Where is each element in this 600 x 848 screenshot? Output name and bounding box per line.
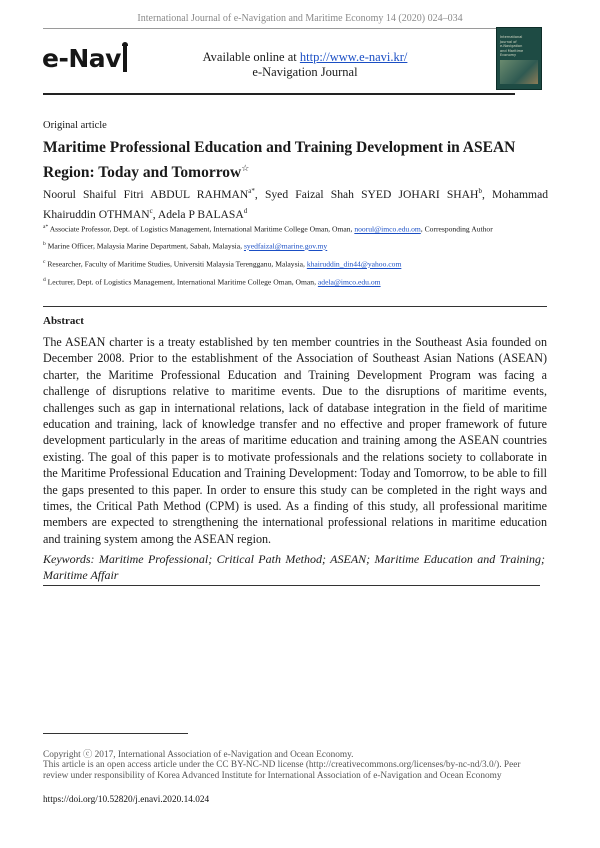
author-sup: c [149, 206, 153, 215]
author-name: Noorul Shaiful Fitri ABDUL RAHMAN [43, 187, 249, 201]
email-link[interactable]: adela@imco.edu.om [317, 277, 381, 287]
author-list: Noorul Shaiful Fitri ABDUL $RAHMAN^{a*}$, Syed Faizal Shah SYED JOHARI SHAH$^b$, Mohammad Khairuddin OTHMAN$^c$, Adela P BALASA$^d$ [43, 187, 549, 221]
article-title [43, 137, 553, 183]
availability-note [180, 50, 430, 80]
affiliation-item: $^c$ Researcher, Faculty of Maritime Studies, Universiti Malaysia Terengganu, Malaysia, khairuddin_din44@yahoo.com [43, 259, 402, 269]
author-sup: a* [248, 187, 255, 195]
running-header: International Journal of e-Navigation and Maritime Economy 14 (2020) 024–034 [137, 13, 463, 24]
cover-title: International Journal of e-Navigation and Maritime Economy [500, 35, 524, 57]
abstract-body: The ASEAN charter is a treaty established by ten member countries in the Southeast Asia founded on December 2008. Prior to the establishment of the Association of Southeast Asian Nations (ASEAN) charter, the Maritime Professional Education and Training Development Program was facing a challenge of disruptions relative to maritime events. Due to the disruptions of maritime events, challenges such as gap in international relations, lack of database integration in the field of maritime education and training, lack of knowledge transfer and no effective and proper framework of future development particularly in the areas of maritime education and training among the ASEAN countries existing. The goal of this paper is to motivate professionals and the relations society to collaborate in the Maritime Professional Education and Training Development: Today and Tomorrow, to be able to fill the gaps presented to this paper. In order to ensure this study can be completed in the right ways and times, the Critical Path Method (CPM) is used. As a finding of this study, all professional maritime members are expected to strengthening the international professional relations in maritime education and training system among the ASEAN region. [43, 335, 547, 546]
journal-cover-thumbnail [496, 27, 542, 90]
affiliation-item: $^{a*}$ Associate Professor, Dept. of Logistics Management, International Maritime College Oman, Oman, noorul@imco.edu.om, Corresponding Author [43, 224, 493, 234]
logo-pillar-icon [123, 46, 127, 72]
author-sup: d [243, 206, 248, 215]
keywords-divider [43, 585, 540, 586]
keywords: Keywords: Maritime Professional; Critical Path Method; ASEAN; Maritime Education and Training; Maritime Affair [43, 552, 545, 583]
doi-link[interactable]: https://doi.org/10.52820/j.enavi.2020.14.024 [43, 795, 210, 805]
article-title-text: Maritime Professional Education and Training Development in ASEAN Region: Today and Tomorrow [43, 139, 516, 182]
journal-logo [42, 44, 127, 73]
license-notice: This article is an open access article under the CC BY-NC-ND license (http://creativecommons.org/licenses/by-nc-nd/3.0/). Peer review under responsibility of Korea Advanced Institute for International Association of e-Navigation and Ocean Economy [43, 760, 521, 781]
header-divider-top [43, 28, 515, 29]
author-name: Syed Faizal Shah SYED JOHARI SHAH [264, 187, 479, 201]
cover-artwork [500, 60, 538, 84]
abstract-divider [43, 306, 547, 307]
affiliation-item: $^d$ Lecturer, Dept. of Logistics Management, International Maritime College Oman, Oman, adela@imco.edu.om [43, 277, 381, 287]
copyright-notice: Copyright ⓒ 2017, International Association of e-Navigation and Ocean Economy. [43, 750, 354, 760]
title-footnote-mark: ☆ [241, 163, 250, 173]
email-link[interactable]: khairuddin_din44@yahoo.com [306, 259, 402, 269]
header-divider-bottom [43, 93, 515, 95]
author-sup: b [478, 187, 482, 195]
availability-prefix: Available online at [202, 50, 300, 64]
logo-text: e-Nav [42, 44, 121, 73]
footnote-divider [43, 733, 188, 734]
abstract-heading: Abstract [43, 315, 84, 327]
email-link[interactable]: syedfaizal@marine.gov.my [243, 241, 328, 251]
affiliation-item: $^b$ Marine Officer, Malaysia Marine Department, Sabah, Malaysia, syedfaizal@marine.gov.my [43, 241, 328, 251]
journal-name: e-Navigation Journal [252, 65, 358, 79]
journal-website-link[interactable]: http://www.e-navi.kr/ [299, 50, 408, 64]
email-link[interactable]: noorul@imco.edu.om [354, 224, 421, 234]
author-name: Mohammad Khairuddin OTHMAN [43, 187, 549, 221]
author-name: Adela P BALASA [157, 207, 244, 221]
article-type: Original article [43, 120, 107, 131]
